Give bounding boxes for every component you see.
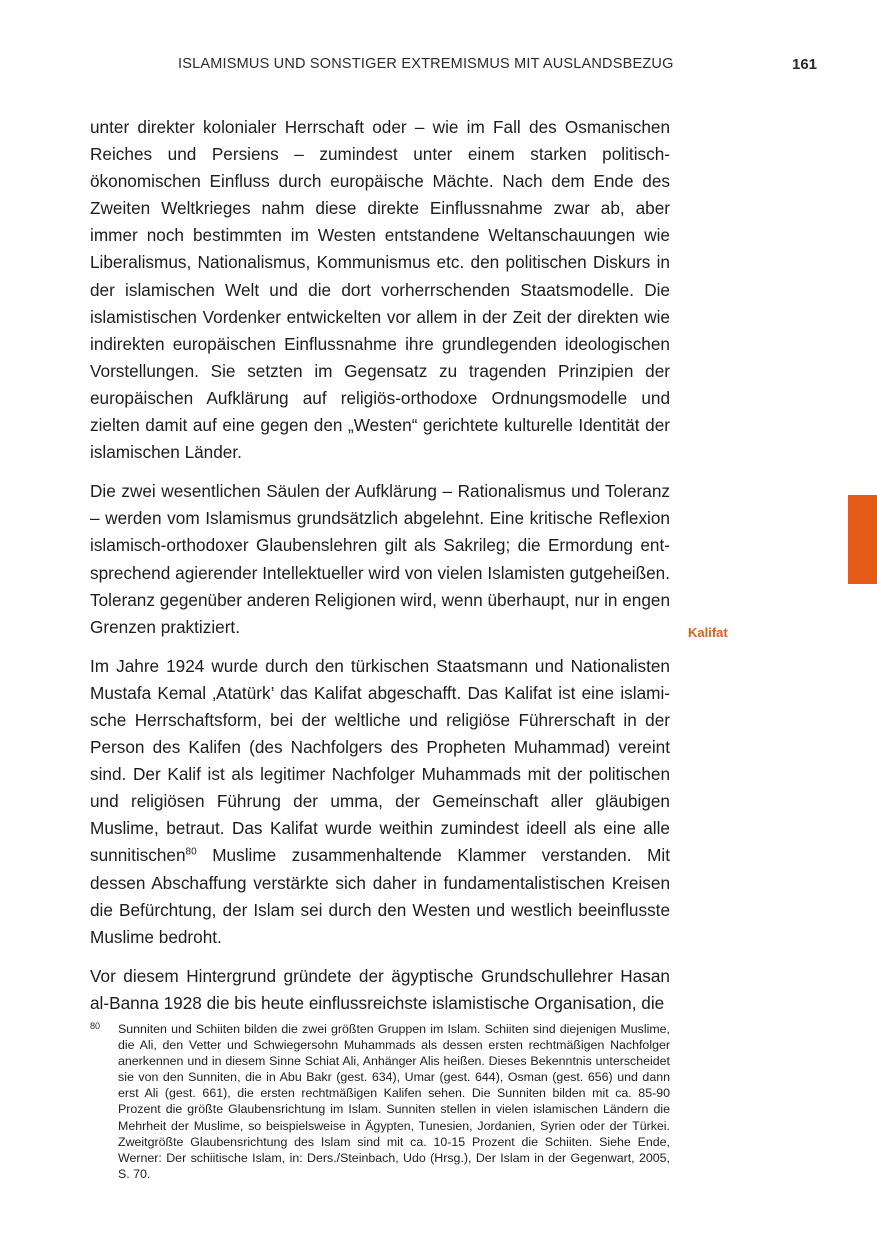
chapter-tab-marker xyxy=(848,495,877,584)
footnote-number: 80 xyxy=(90,1021,101,1031)
margin-note-kalifat: Kalifat xyxy=(688,625,728,640)
footnote-text: Sunniten und Schiiten bilden die zwei größten Gruppen im Islam. Schiiten sind diejenigen Muslime, die Ali, den Vetter und Schwiegersohn Muhammads als dessen ersten rechtmäßigen Nachfolger anerkennen und in diesem Sinne Schiat Ali, Anhänger Alis heißen. Dieses Bekenntnis unterscheidet sie von den Sunniten, die in Abu Bakr (gest. 634), Umar (gest. 644), Osman (gest. 656) und dann erst Ali (gest. 661), die ersten rechtmäßigen Kalifen sehen. Die Sunniten bilden mit ca. 85-90 Prozent die größte Glaubensrichtung im Islam. Sunniten stellen in vielen islamischen Ländern die Mehrheit der Muslime, so beispielsweise in Ägypten, Tunesien, Jordanien, Syrien oder der Türkei. Zweitgrößte Glaubensrichtung des Islam sind mit ca. 10-15 Prozent die Schiiten. Siehe Ende, Werner: Der schiitische Islam, in: Ders./Steinbach, Udo (Hrsg.), Der Islam in der Gegenwart, 2005, S. 70. xyxy=(118,1022,670,1181)
main-text xyxy=(90,114,670,1029)
footnote-reference[interactable]: 80 xyxy=(185,846,197,858)
paragraph-colonial-influence: unter direkter kolonialer Herrschaft oder – wie im Fall des Osmanischen Reiches und Persiens – zumindest unter einem starken politisch-ökonomischen Einfluss durch europäische Mächte. Nach dem Ende des Zweiten Weltkrieges nahm diese direkte Einflussnahme zwar ab, aber immer noch bestimmten im Westen entstandene Weltanschauungen wie Liberalismus, Nationalismus, Kommunismus etc. den politischen Diskurs in der islamischen Welt und die dort vorherrschenden Staatsmodelle. Die islamistischen Vordenker entwickelten vor allem in der Zeit der direkten wie indirekten europäischen Einflussnahme ihre grundlegenden ideologischen Vorstellungen. Sie setzten im Gegensatz zu tragenden Prinzipien der europäischen Aufklärung auf religiös-orthodoxe Ordnungsmodelle und zielten damit auf eine gegen den „Westen“ gerichtete kulturelle Identität der islamischen Länder. xyxy=(90,117,670,463)
paragraph-caliphate-part1: Im Jahre 1924 wurde durch den türkischen Staatsmann und Nationalisten Mustafa Kemal ‚Atatürk’ das Kalifat abgeschafft. Das Kalifat ist eine islamische Herrschaftsform, bei der weltliche und religiöse Führerschaft in der Person des Kalifen (des Nachfolgers des Propheten Muhammad) vereint sind. Der Kalif ist als legitimer Nachfolger Muhammads mit der politischen und religiösen Führung der umma, der Gemeinschaft aller gläubigen Muslime, betraut. Das Kalifat wurde weithin zumindest ideell als eine alle sunnitischen xyxy=(90,655,670,866)
running-header: ISLAMISMUS UND SONSTIGER EXTREMISMUS MIT AUSLANDSBEZUG xyxy=(178,56,674,72)
footnote-80 xyxy=(90,1021,670,1182)
paragraph-enlightenment: Die zwei wesentlichen Säulen der Aufklärung – Rationalismus und Toleranz – werden vom Islamismus grundsätzlich abgelehnt. Eine kritische Reflexion islamisch-orthodoxer Glaubenslehren gilt als Sakrileg; die Ermordung entsprechend agierender Intellektueller wird von vielen Islamisten gutgeheißen. Toleranz gegenüber anderen Religionen wird, wenn überhaupt, nur in engen Grenzen praktiziert. xyxy=(90,481,671,637)
paragraph-caliphate xyxy=(90,653,670,951)
page-number: 161 xyxy=(792,56,818,73)
paragraph-al-banna: Vor diesem Hintergrund gründete der ägyptische Grundschullehrer Hasan al-Banna 1928 die bis heute einflussreichste islamistische Organisation, die xyxy=(90,965,670,1013)
paragraph-caliphate-part2: Muslime zusammenhaltende Klammer verstanden. Mit dessen Abschaffung verstärkte sich daher in fundamentalistischen Kreisen die Befürchtung, der Islam sei durch den Westen und westlich beeinflusste Muslime bedroht. xyxy=(90,845,670,947)
